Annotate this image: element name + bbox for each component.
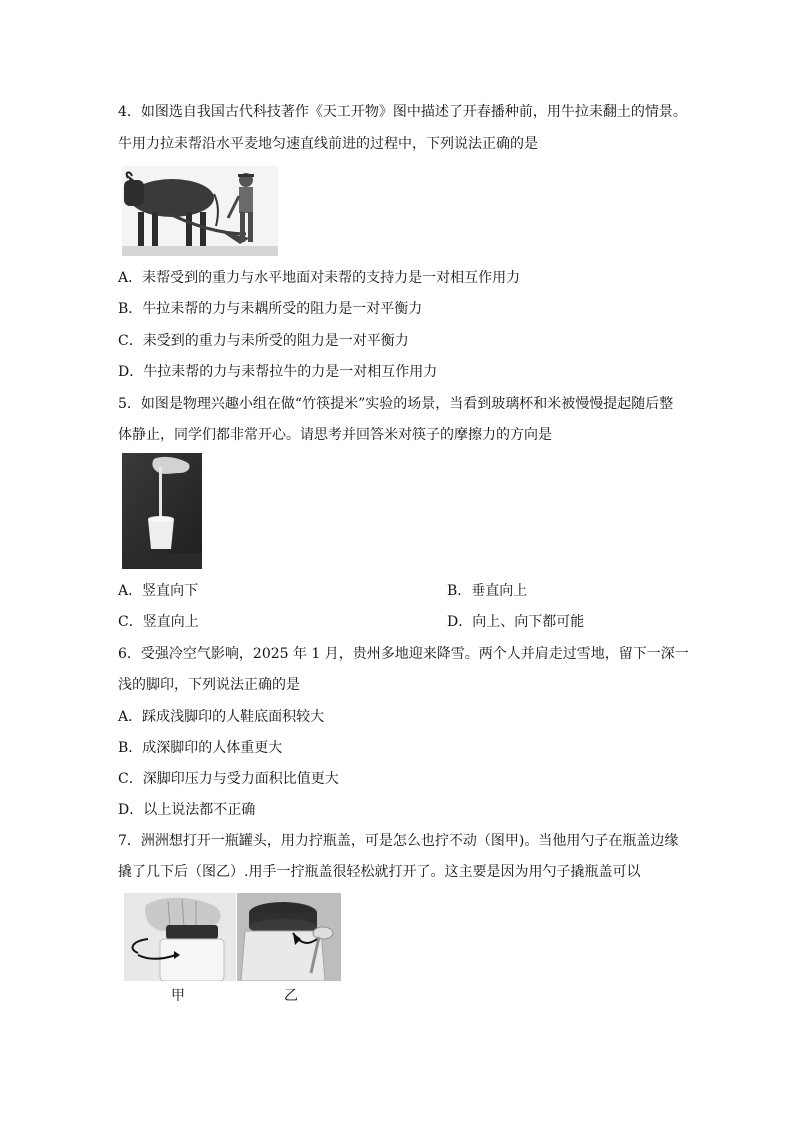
q5-option-b: B．垂直向上	[447, 583, 528, 599]
q5-option-a: A．竖直向下	[118, 583, 199, 599]
chopstick-rice-photo	[122, 453, 202, 569]
q4-stem-line2: 牛用力拉耒帮沿水平麦地匀速直线前进的过程中，下列说法正确的是	[118, 136, 538, 152]
q5-option-d: D．向上、向下都可能	[447, 614, 585, 630]
q5-option-c: C．竖直向上	[118, 614, 199, 630]
q5-stem-line1: 5．如图是物理兴趣小组在做“竹筷提米”实验的场景，当看到玻璃杯和米被慢慢提起随后整	[118, 396, 674, 412]
jar-spoon-pry-photo	[237, 893, 341, 981]
jar-twist-photo	[124, 893, 236, 981]
q4-stem-line1: 4．如图选自我国古代科技著作《天工开物》图中描述了开春播种前，用牛拉耒翻土的情景。	[118, 104, 687, 120]
ox-plowing-illustration	[122, 166, 278, 256]
q5-stem-line2: 体静止，同学们都非常开心。请思考并回答米对筷子的摩擦力的方向是	[118, 427, 552, 443]
q6-option-d: D．以上说法都不正确	[118, 802, 256, 818]
q4-option-d: D．牛拉耒帮的力与耒帮拉牛的力是一对相互作用力	[118, 364, 438, 380]
q6-stem-line2: 浅的脚印，下列说法正确的是	[118, 677, 300, 693]
figure-caption-yi: 乙	[284, 988, 298, 1004]
q4-option-b: B．牛拉耒帮的力与耒耦所受的阻力是一对平衡力	[118, 301, 423, 317]
figure-caption-jia: 甲	[171, 988, 185, 1004]
q7-stem-line1: 7．洲洲想打开一瓶罐头，用力拧瓶盖，可是怎么也拧不动（图甲)。当他用勺子在瓶盖边缘	[118, 833, 679, 849]
q6-option-a: A．踩成浅脚印的人鞋底面积较大	[118, 709, 325, 725]
q6-stem-line1: 6．受强冷空气影响，2025 年 1 月，贵州多地迎来降雪。两个人并肩走过雪地，留下一深一	[118, 646, 689, 662]
q6-option-c: C．深脚印压力与受力面积比值更大	[118, 771, 339, 787]
q6-option-b: B．成深脚印的人体重更大	[118, 740, 283, 756]
q4-option-a: A．耒帮受到的重力与水平地面对耒帮的支持力是一对相互作用力	[118, 270, 521, 286]
q7-stem-line2: 撬了几下后（图乙）.用手一拧瓶盖很轻松就打开了。这主要是因为用勺子撬瓶盖可以	[118, 864, 641, 880]
q4-option-c: C．耒受到的重力与耒所受的阻力是一对平衡力	[118, 333, 409, 349]
